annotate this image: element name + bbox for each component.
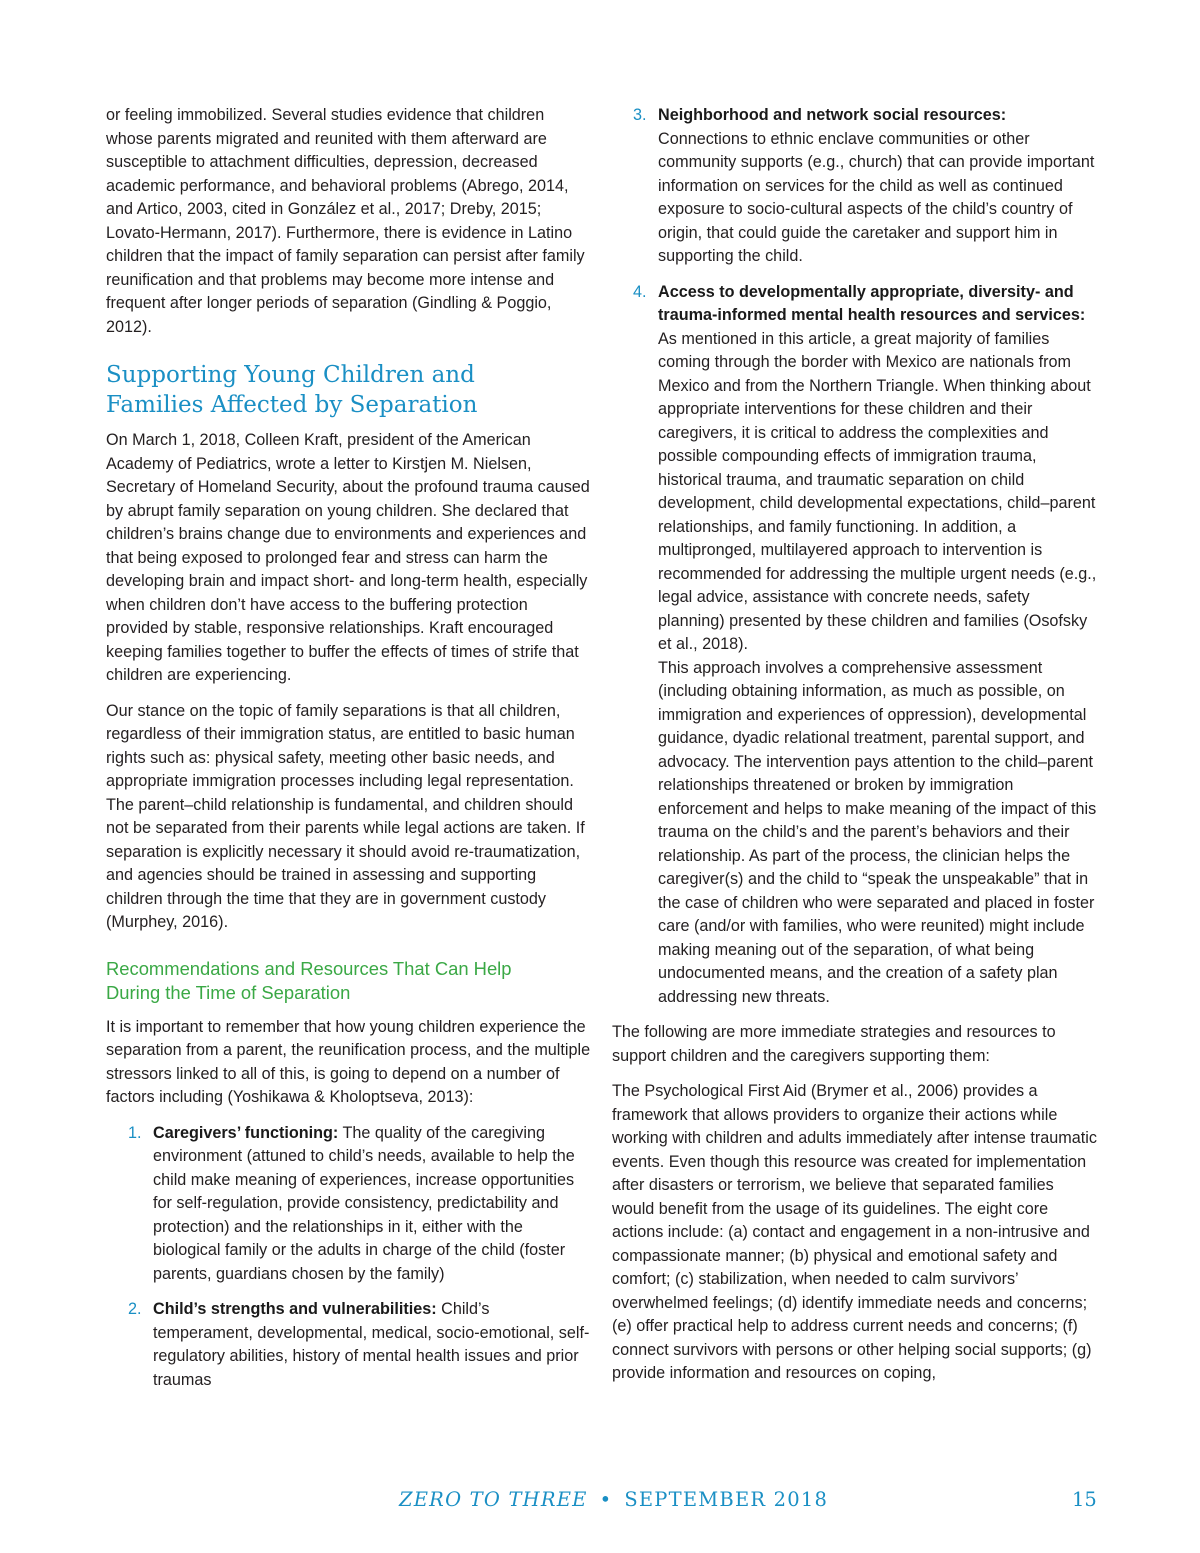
list-item — [612, 281, 1100, 1010]
list-item — [106, 1298, 592, 1392]
intro-paragraph: or feeling immobilized. Several studies evidence that children whose parents migrated and reunited with them afterward are susceptible to attachment difficulties, depression, decreased academic performance, and behavioral problems (Abrego, 2014, and Artico, 2003, cited in González et al., 2017; Dreby, 2015; Lovato-Hermann, 2017). Furthermore, there is evidence in Latino children that the impact of family separation can persist after family reunification and that problems may become more intense and frequent after longer periods of separation (Gindling & Poggio, 2012). — [106, 106, 585, 336]
factors-list-right — [612, 104, 1100, 1009]
list-item-number: 2. — [128, 1300, 142, 1318]
list-item-term: Access to developmentally appropriate, diversity- and trauma-informed mental health resources and services: — [658, 282, 1086, 324]
list-item — [106, 1122, 592, 1287]
footer-publication: ZERO TO THREE — [399, 1488, 588, 1511]
section-heading-line1: Supporting Young Children and — [106, 362, 475, 388]
list-item-number: 1. — [128, 1123, 142, 1142]
footer-masthead — [399, 1488, 828, 1511]
paragraph-strategies: The following are more immediate strategies and resources to support children and the caregivers supporting them: — [612, 1023, 1056, 1065]
list-item-text: As mentioned in this article, a great majority of families coming through the border with Mexico are nationals from Mexico and from the Northern Triangle. When thinking about appropriate interventions for these children and their caregivers, it is critical to address the complexities and possible compounding effects of immigration trauma, historical trauma, and traumatic separation on child development, child developmental expectations, child–parent relationships, and family functioning. In addition, a multipronged, multilayered approach to intervention is recommended for addressing the multiple urgent needs (e.g., legal advice, assistance with concrete needs, safety planning) presented by these children and families (Osofsky et al., 2018). — [658, 329, 1097, 653]
list-item-term: Neighborhood and network social resources: — [658, 106, 1007, 124]
list-item-number: 4. — [633, 282, 647, 301]
list-item-text: Child’s temperament, developmental, medical, socio-emotional, self-regulatory abilities, history of mental health issues and prior traumas — [153, 1300, 590, 1389]
page-footer — [0, 1488, 1200, 1518]
footer-separator: • — [599, 1488, 613, 1511]
paragraph-stance: Our stance on the topic of family separations is that all children, regardless of their immigration status, are entitled to basic human rights such as: physical safety, meeting other basic needs, and appropriate immigration processes including legal representation. The parent–child relationship is fundamental, and children should not be separated from their parents while legal actions are taken. If separation is explicitly necessary it should avoid re-traumatization, and agencies should be trained in assessing and supporting children through the time that they are in government custody (Murphey, 2016). — [106, 701, 585, 931]
footer-issue: SEPTEMBER 2018 — [624, 1488, 829, 1511]
paragraph-factors: It is important to remember that how young children experience the separation from a parent, the reunification process, and the multiple stressors linked to all of this, is going to depend on a number of factors including (Yoshikawa & Kholoptseva, 2013): — [106, 1017, 591, 1106]
left-column — [106, 104, 592, 1404]
page-number: 15 — [1072, 1488, 1097, 1511]
factors-list-left — [106, 1122, 592, 1393]
paragraph-kraft: On March 1, 2018, Colleen Kraft, president of the American Academy of Pediatrics, wrote a letter to Kirstjen M. Nielsen, Secretary of Homeland Security, about the profound trauma caused by abrupt family separation on young children. She declared that children’s brains change due to environments and experiences and that being exposed to prolonged fear and stress can harm the developing brain and impact short- and long-term health, especially when children don’t have access to the buffering protection provided by stable, responsive relationships. Kraft encouraged keeping families together to buffer the effects of times of strife that children are experiencing. — [106, 431, 590, 684]
list-item-term: Child’s strengths and vulnerabilities: — [153, 1300, 437, 1318]
list-item-number: 3. — [633, 106, 647, 124]
list-item — [612, 104, 1100, 269]
paragraph-pfa: The Psychological First Aid (Brymer et al., 2006) provides a framework that allows providers to organize their actions while working with children and adults immediately after intense traumatic events. Even though this resource was created for implementation after disasters or terrorism, we believe that separated families would benefit from the usage of its guidelines. The eight core actions include: (a) contact and engagement in a non-intrusive and compassionate manner; (b) physical and emotional safety and comfort; (c) stabilization, when needed to calm survivors’ overwhelmed feelings; (d) identify immediate needs and concerns; (e) offer practical help to address current needs and concerns; (f) connect survivors with persons or other helping social supports; (g) provide information and resources on coping, — [612, 1082, 1097, 1382]
list-item-term: Caregivers’ functioning: — [153, 1123, 339, 1142]
list-item-text: Connections to ethnic enclave communities or other community supports (e.g., church) that can provide important information on services for the child as well as continued exposure to socio-cultural aspects of the child’s country of origin, that could guide the caretaker and support him in supporting the child. — [658, 129, 1095, 265]
list-item-text-continued: This approach involves a comprehensive assessment (including obtaining information, as much as possible, on immigration and experiences of oppression), developmental guidance, dyadic relational treatment, parental support, and advocacy. The intervention pays attention to the child–parent relationships threatened or broken by immigration enforcement and helps to make meaning of the impact of this trauma on the child’s and the parent’s behaviors and their relationship. As part of the process, the clinician helps the caregiver(s) and the child to “speak the unspeakable” that in the case of children who were separated and placed in foster care (and/or with families, who were reunited) might include making meaning out of the separation, of what being undocumented means, and the creation of a safety plan addressing new threats. — [658, 658, 1097, 1006]
section-heading — [106, 361, 592, 420]
subheading-line1: Recommendations and Resources That Can Help — [106, 957, 512, 979]
list-item-text: The quality of the caregiving environment (attuned to child’s needs, available to help the child make meaning of experiences, increase opportunities for self-regulation, provide consistency, predictability and protection) and the relationships in it, either with the biological family or the adults in charge of the child (foster parents, guardians chosen by the family) — [153, 1123, 575, 1283]
subheading — [106, 957, 592, 1005]
right-column — [612, 104, 1100, 1398]
section-heading-line2: Families Affected by Separation — [106, 391, 478, 418]
subheading-line2: During the Time of Separation — [106, 981, 351, 1003]
